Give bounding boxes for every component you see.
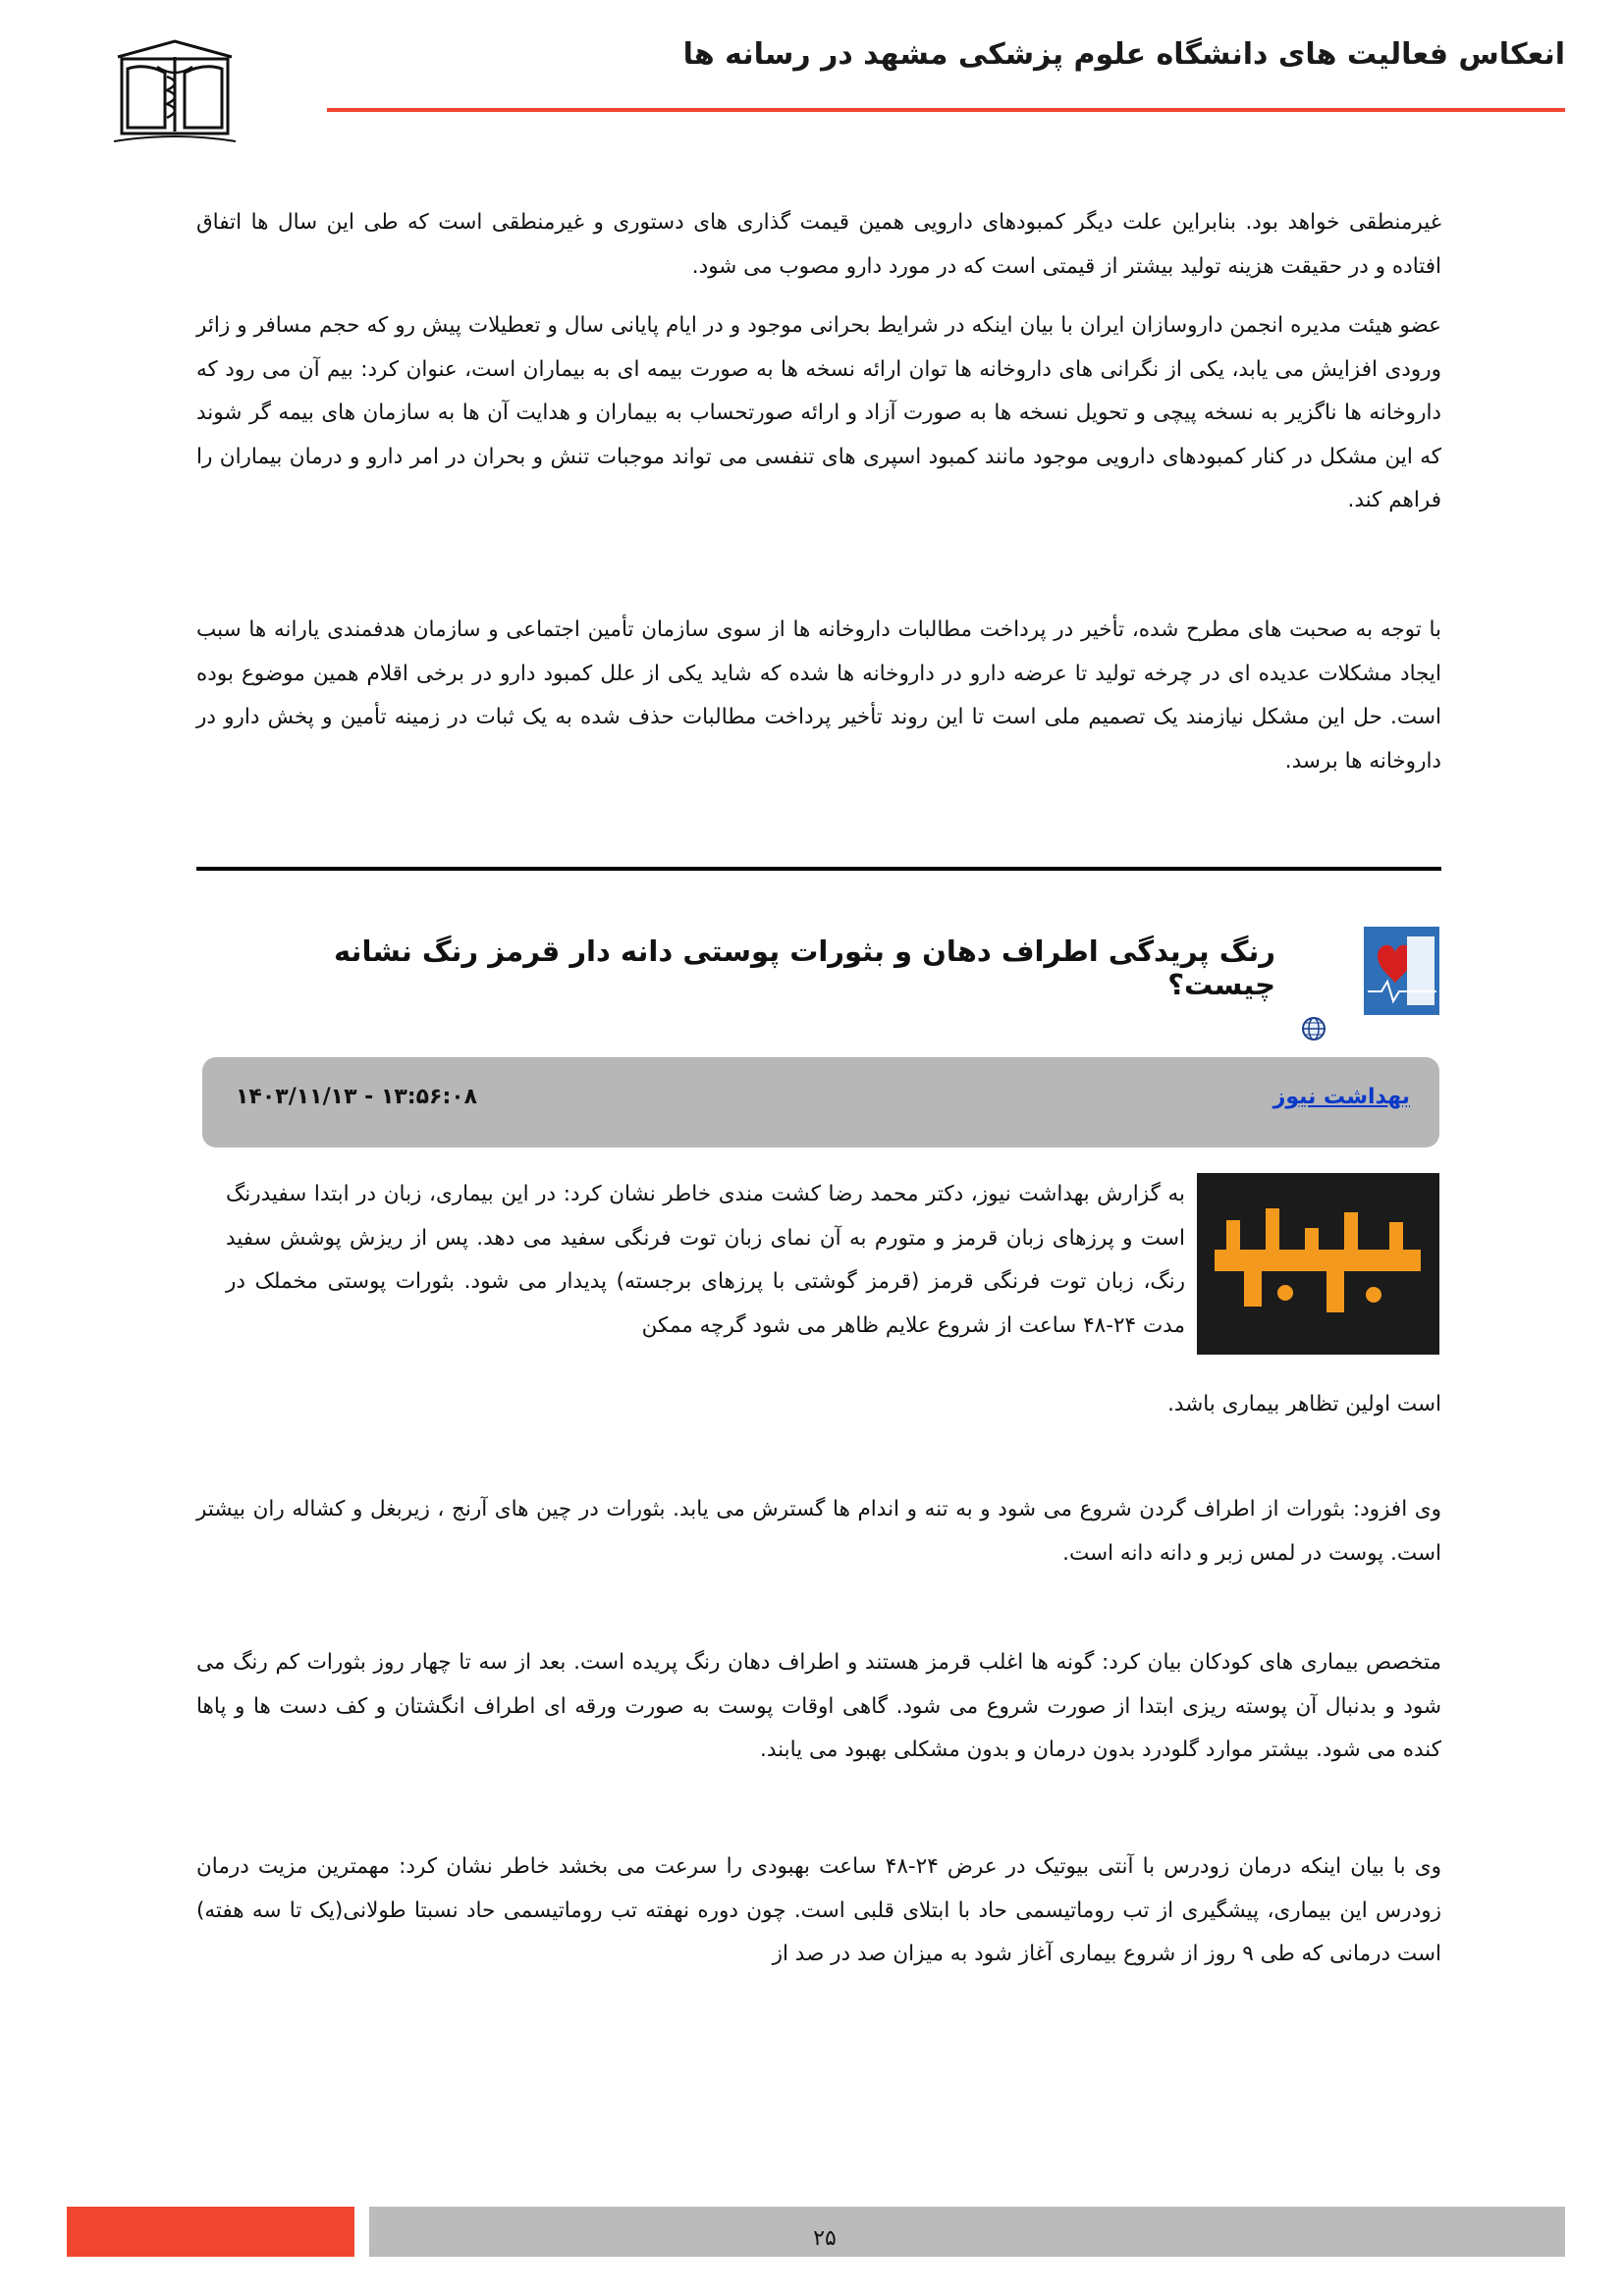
header-title: انعکاس فعالیت های دانشگاه علوم پزشکی مشهد در رسانه ها (682, 37, 1565, 72)
article-paragraph: متخصص بیماری های کودکان بیان کرد: گونه ها اغلب قرمز هستند و اطراف دهان رنگ پریده است. بعد از سه تا چهار روز بثورات کم رنگ می شود و بدنبال آن پوسته ریزی ابتدا از صورت شروع می شود. گاهی اوقات پوست به صورت ورقه ای اطراف انگشتان و کف دست ها و پاها کنده می شود. بیشتر موارد گلودرد بدون درمان و بدون مشکلی بهبود می یابند. (196, 1650, 1441, 1762)
article-image (1197, 1173, 1439, 1355)
tehran-news-logo-icon (1197, 1173, 1439, 1355)
behdasht-news-logo-icon (1364, 927, 1439, 1042)
source-logo (1364, 927, 1439, 1042)
article-meta-bar (202, 1057, 1439, 1148)
body-paragraph: عضو هیئت مدیره انجمن داروسازان ایران با بیان اینکه در شرایط بحرانی موجود و در ایام پایانی سال و تعطیلات پیش رو که حجم مسافر و زائر ورودی افزایش می یابد، یکی از نگرانی های داروخانه ها توان ارائه نسخه ها به صورت بیمه ای به بیماران است، عنوان کرد: بیم آن می رود که داروخانه ها ناگزیر به نسخه پیچی و تحویل نسخه ها به صورت آزاد و ارائه صورتحساب به بیماران و هدایت آن ها به سازمان های بیمه گر شوند که این مشکل در کنار کمبودهای دارویی موجود مانند کمبود اسپری های تنفسی می تواند موجبات تنش و بحران در امر دارو و درمان بیماران را فراهم کند. (196, 313, 1441, 512)
article-paragraph: وی افزود: بثورات از اطراف گردن شروع می شود و به تنه و اندام ها گسترش می یابد. بثورات در چین های آرنج ، زیربغل و کشاله ران بیشتر است. پوست در لمس زبر و دانه دانه است. (196, 1497, 1441, 1566)
header-rule (327, 108, 1565, 112)
article-paragraph: وی با بیان اینکه درمان زودرس با آنتی بیوتیک در عرض ۲۴-۴۸ ساعت بهبودی را سرعت می بخشد خاطر نشان کرد: مهمترین مزیت درمان زودرس این بیماری، پیشگیری از تب روماتیسمی حاد با ابتلای قلبی است. چون دوره نهفته تب روماتیسمی حاد نسبتا طولانی(یک تا سه هفته) است درمانی که طی ۹ روز از شروع بیماری آغاز شود به میزان صد در صد از (196, 1854, 1441, 1966)
publish-datetime: ۱۴۰۳/۱۱/۱۳ - ۱۳:۵۶:۰۸ (236, 1085, 478, 1109)
globe-icon[interactable] (1301, 1016, 1326, 1041)
section-divider (196, 867, 1441, 871)
university-emblem-icon (106, 37, 244, 165)
body-paragraph: با توجه به صحبت های مطرح شده، تأخیر در پرداخت مطالبات داروخانه ها از سوی سازمان تأمین اجتماعی و سازمان هدفمندی یارانه ها سبب ایجاد مشکلات عدیده ای در چرخه تولید تا عرضه دارو در داروخانه ها شده که شاید یکی از علل کمبود دارو در برخی اقلام همین موضوع بوده است. حل این مشکل نیازمند یک تصمیم ملی است تا این روند تأخیر پرداخت مطالبات حذف شده به یک ثبات در زمینه تأمین و پخش دارو در داروخانه ها برسد. (196, 617, 1441, 774)
article-title: رنگ پریدگی اطراف دهان و بثورات پوستی دانه دار قرمز رنگ نشانه چیست؟ (333, 934, 1275, 1001)
footer-bar (369, 2207, 1565, 2257)
page-number: ۲۵ (813, 2226, 837, 2251)
article-paragraph: به گزارش بهداشت نیوز، دکتر محمد رضا کشت مندی خاطر نشان کرد: در این بیماری، زبان در ابتدا سفیدرنگ است و پرزهای زبان قرمز و متورم به آن نمای زبان توت فرنگی سفید می دهد. پس از ریزش پوشش سفید رنگ، زبان توت فرنگی قرمز (قرمز گوشتی با پرزهای برجسته) پدیدار می شود. بثورات پوستی مخملک در مدت ۲۴-۴۸ ساعت از شروع علایم ظاهر می شود گرچه ممکن (226, 1182, 1185, 1338)
university-logo (106, 37, 244, 165)
source-link[interactable]: بهداشت نیوز (1272, 1085, 1410, 1109)
article-paragraph: است اولین تظاهر بیماری باشد. (1167, 1392, 1441, 1416)
body-paragraph: غیرمنطقی خواهد بود. بنابراین علت دیگر کمبودهای دارویی همین قیمت گذاری های دستوری و غیرمنطقی است که طی این سال ها اتفاق افتاده و در حقیقت هزینه تولید بیشتر از قیمتی است که در مورد دارو مصوب می شود. (196, 210, 1441, 279)
footer-accent-bar (67, 2207, 354, 2257)
